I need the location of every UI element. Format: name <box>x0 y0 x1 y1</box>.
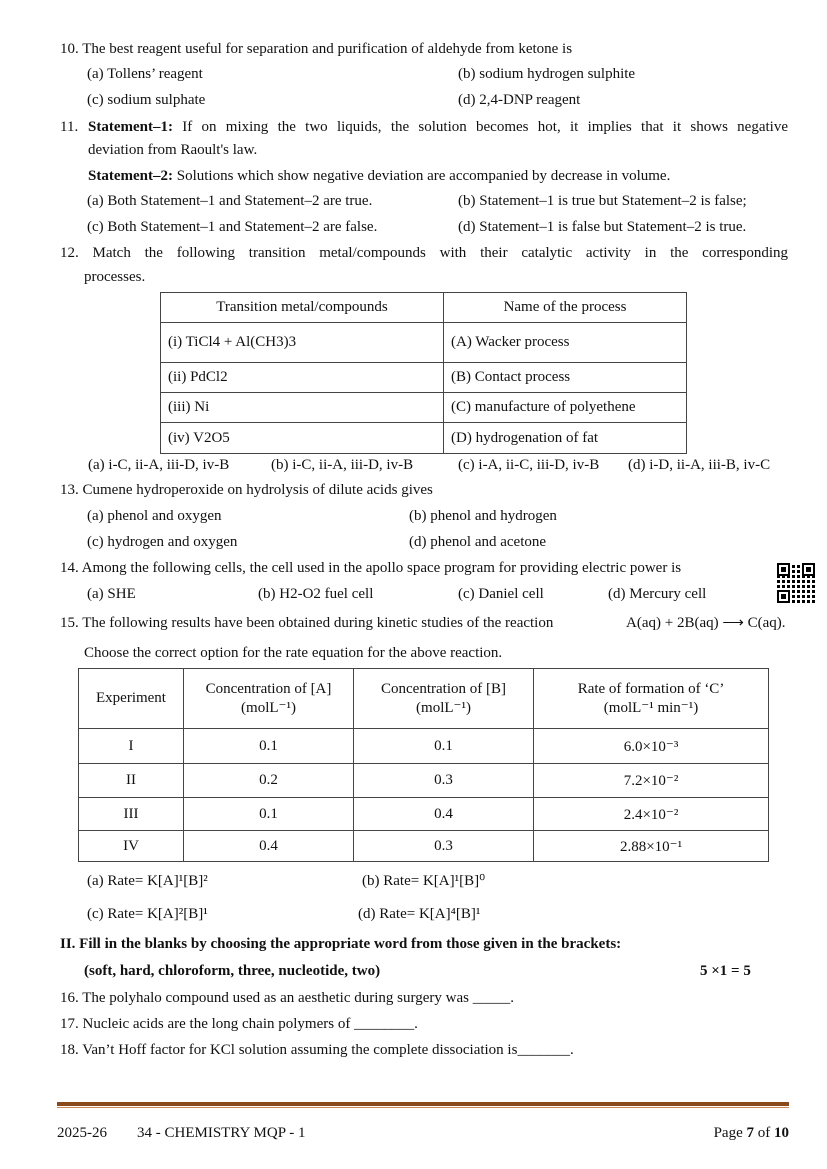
header-rate <box>534 669 769 729</box>
q12-option-b: (b) i-C, ii-A, iii-D, iv-B <box>271 457 414 473</box>
q14-option-d: (d) Mercury cell <box>608 586 707 602</box>
q13-option-b: (b) phenol and hydrogen <box>409 508 557 524</box>
process: (B) Contact process <box>444 363 687 393</box>
q15-option-d: (d) Rate= K[A]⁴[B]¹ <box>358 906 481 922</box>
q13-option-d: (d) phenol and acetone <box>409 534 547 550</box>
q11-statement-2 <box>88 167 670 185</box>
section-2-marks: 5 ×1 = 5 <box>700 963 751 979</box>
conc-b: 0.3 <box>354 764 534 798</box>
q11-option-a: (a) Both Statement–1 and Statement–2 are true. <box>87 193 373 209</box>
table-row <box>161 363 687 393</box>
q11-option-c: (c) Both Statement–1 and Statement–2 are false. <box>87 219 378 235</box>
footer-year: 2025-26 <box>57 1125 107 1141</box>
kinetics-table <box>78 668 769 862</box>
conc-a: 0.1 <box>184 798 354 831</box>
q10-option-d: (d) 2,4-DNP reagent <box>458 92 581 108</box>
rate: 6.0×10⁻³ <box>534 729 769 764</box>
compound: (iii) Ni <box>161 393 444 423</box>
table-row <box>79 764 769 798</box>
header-conc-a <box>184 669 354 729</box>
q13-option-c: (c) hydrogen and oxygen <box>87 534 238 550</box>
q15-stem: 15. The following results have been obtained during kinetic studies of the reaction <box>60 615 554 631</box>
section-2-words: (soft, hard, chloroform, three, nucleotide, two) <box>84 963 381 979</box>
compound: (ii) PdCl2 <box>161 363 444 393</box>
table-row <box>161 393 687 423</box>
page-of: of <box>754 1125 774 1141</box>
q12-option-c: (c) i-A, ii-C, iii-D, iv-B <box>458 457 600 473</box>
statement-2-text: Solutions which show negative deviation are accompanied by decrease in volume. <box>172 168 671 184</box>
footer-page <box>714 1124 789 1142</box>
q14-option-a: (a) SHE <box>87 586 136 602</box>
footer-rule <box>57 1102 789 1106</box>
q15-option-b: (b) Rate= K[A]¹[B]⁰ <box>362 873 486 889</box>
page-total: 10 <box>774 1125 789 1141</box>
section-2-title: II. Fill in the blanks by choosing the appropriate word from those given in the brackets: <box>60 936 622 952</box>
q10-stem: 10. The best reagent useful for separation and purification of aldehyde from ketone is <box>60 41 573 57</box>
q14-option-b: (b) H2-O2 fuel cell <box>258 586 374 602</box>
header-rate-label: Rate of formation of ‘C’ <box>577 680 725 697</box>
header-conc-b <box>354 669 534 729</box>
process: (C) manufacture of polyethene <box>444 393 687 423</box>
q10-option-b: (b) sodium hydrogen sulphite <box>458 66 636 82</box>
process: (A) Wacker process <box>444 323 687 363</box>
q12-option-a: (a) i-C, ii-A, iii-D, iv-B <box>88 457 230 473</box>
q15-option-c: (c) Rate= K[A]²[B]¹ <box>87 906 208 922</box>
experiment: III <box>79 798 184 831</box>
q14-option-c: (c) Daniel cell <box>458 586 544 602</box>
q11-option-b: (b) Statement–1 is true but Statement–2 is false; <box>458 193 747 209</box>
q11-option-d: (d) Statement–1 is false but Statement–2 is true. <box>458 219 747 235</box>
q11-statement-1-cont: deviation from Raoult's law. <box>88 142 258 158</box>
q15-instruction: Choose the correct option for the rate equation for the above reaction. <box>84 645 503 661</box>
compound: (i) TiCl4 + Al(CH3)3 <box>161 323 444 363</box>
conc-a: 0.2 <box>184 764 354 798</box>
q17: 17. Nucleic acids are the long chain polymers of ________. <box>60 1016 418 1032</box>
conc-b: 0.3 <box>354 831 534 862</box>
conc-b: 0.4 <box>354 798 534 831</box>
experiment: IV <box>79 831 184 862</box>
q13-stem: 13. Cumene hydroperoxide on hydrolysis of dilute acids gives <box>60 482 433 498</box>
table-row <box>79 729 769 764</box>
qr-code-icon[interactable] <box>777 563 815 603</box>
footer-rule-thin <box>57 1107 789 1108</box>
header-experiment: Experiment <box>79 669 184 729</box>
q16: 16. The polyhalo compound used as an aesthetic during surgery was _____. <box>60 990 514 1006</box>
conc-a: 0.4 <box>184 831 354 862</box>
statement-1-text: If on mixing the two liquids, the solution becomes hot, it implies that it shows negative <box>172 119 788 135</box>
compound: (iv) V2O5 <box>161 423 444 454</box>
q11-statement-1 <box>88 118 788 136</box>
footer-subject: 34 - CHEMISTRY MQP - 1 <box>137 1125 306 1141</box>
experiment: II <box>79 764 184 798</box>
header-rate-unit: (molL⁻¹ min⁻¹) <box>603 699 699 716</box>
page-number: 7 <box>746 1125 754 1141</box>
q10-option-c: (c) sodium sulphate <box>87 92 206 108</box>
q10-option-a: (a) Tollens’ reagent <box>87 66 203 82</box>
conc-b: 0.1 <box>354 729 534 764</box>
rate: 2.4×10⁻² <box>534 798 769 831</box>
process: (D) hydrogenation of fat <box>444 423 687 454</box>
q12-option-d: (d) i-D, ii-A, iii-B, iv-C <box>628 457 771 473</box>
rate: 7.2×10⁻² <box>534 764 769 798</box>
table-row <box>161 423 687 454</box>
header-conc-a-unit: (molL⁻¹) <box>241 699 296 716</box>
statement-1-label: Statement–1: <box>88 119 173 135</box>
q12-stem-cont: processes. <box>84 269 146 285</box>
statement-2-label: Statement–2: <box>88 168 173 184</box>
q15-option-a: (a) Rate= K[A]¹[B]² <box>87 873 208 889</box>
q11-number: 11. <box>60 119 79 135</box>
table-row <box>79 798 769 831</box>
conc-a: 0.1 <box>184 729 354 764</box>
table-row <box>79 831 769 862</box>
q18: 18. Van’t Hoff factor for KCl solution assuming the complete dissociation is_______. <box>60 1042 574 1058</box>
q12-stem: 12. Match the following transition metal/compounds with their catalytic activity in the corresponding <box>60 245 788 261</box>
q15-reaction: A(aq) + 2B(aq) ⟶ C(aq). <box>626 615 786 631</box>
header-compounds: Transition metal/compounds <box>161 293 444 323</box>
header-conc-b-unit: (molL⁻¹) <box>416 699 471 716</box>
table-row <box>161 323 687 363</box>
q14-stem: 14. Among the following cells, the cell used in the apollo space program for providing electric power is <box>60 560 682 576</box>
header-conc-b-label: Concentration of [B] <box>381 680 506 697</box>
q13-option-a: (a) phenol and oxygen <box>87 508 222 524</box>
rate: 2.88×10⁻¹ <box>534 831 769 862</box>
header-process: Name of the process <box>444 293 687 323</box>
match-table <box>160 292 687 454</box>
header-conc-a-label: Concentration of [A] <box>205 680 332 697</box>
experiment: I <box>79 729 184 764</box>
page-prefix: Page <box>713 1125 747 1141</box>
